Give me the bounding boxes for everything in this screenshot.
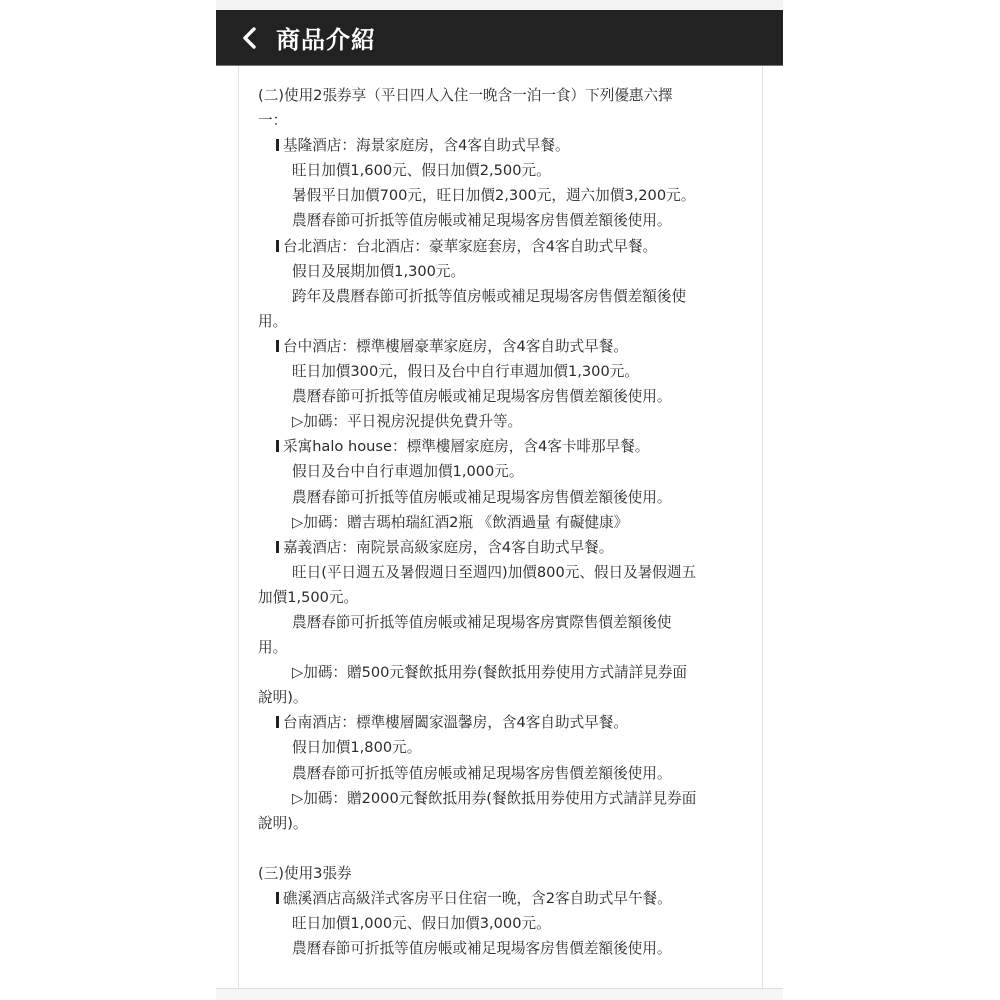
hotel-detail: 暑假平日加價700元，旺日加價2,300元，週六加價3,200元。 — [292, 187, 696, 205]
bullet-icon — [276, 892, 279, 904]
hotel-detail: 旺日加價1,000元、假日加價3,000元。 — [292, 915, 551, 933]
bullet-icon — [276, 541, 279, 553]
top-status-strip — [216, 0, 783, 10]
section-heading-cont: 一： — [258, 112, 288, 130]
hotel-detail: 農曆春節可折抵等值房帳或補足現場客房售價差額後使用。 — [292, 764, 672, 782]
hotel-bonus: ▷加碼：贈500元餐飲抵用券(餐飲抵用券使用方式請詳見券面 — [292, 664, 688, 682]
hotel-detail: 旺日加價1,600元、假日加價2,500元。 — [292, 162, 551, 180]
hotel-bonus-cont: 說明)。 — [258, 689, 308, 707]
hotel-item: 台北酒店：台北酒店：豪華家庭套房，含4客自助式早餐。 — [258, 234, 748, 259]
bullet-icon — [276, 440, 279, 452]
hotel-item: 台中酒店：標準樓層豪華家庭房，含4客自助式早餐。 — [258, 334, 748, 359]
hotel-item: 采寓halo house：標準樓層家庭房，含4客卡啡那早餐。 — [258, 434, 748, 459]
bullet-icon — [276, 340, 279, 352]
hotel-bonus-cont: 說明)。 — [258, 814, 308, 832]
hotel-bonus: ▷加碼：平日視房況提供免費升等。 — [292, 413, 523, 431]
back-button[interactable] — [238, 27, 260, 49]
spacer — [258, 836, 748, 861]
bullet-icon — [276, 240, 279, 252]
hotel-item: 台南酒店：標準樓層闔家溫馨房，含4客自助式早餐。 — [258, 710, 748, 735]
hotel-bonus: ▷加碼：贈2000元餐飲抵用券(餐飲抵用券使用方式請詳見券面 — [292, 789, 697, 807]
hotel-item: 嘉義酒店：南院景高級家庭房，含4客自助式早餐。 — [258, 535, 748, 560]
hotel-detail-cont: 加價1,500元。 — [258, 588, 359, 606]
section-heading: (二)使用2張券享（平日四人入住一晚含一泊一食）下列優惠六擇 — [258, 87, 673, 104]
bullet-icon — [276, 139, 279, 151]
hotel-detail: 農曆春節可折抵等值房帳或補足現場客房售價差額後使用。 — [292, 212, 672, 230]
chevron-left-icon — [241, 27, 257, 49]
hotel-detail: 旺日(平日週五及暑假週日至週四)加價800元、假日及暑假週五 — [292, 563, 697, 581]
hotel-detail: 旺日加價300元，假日及台中自行車週加價1,300元。 — [292, 363, 639, 381]
page-title: 商品介紹 — [276, 26, 376, 54]
hotel-detail: 農曆春節可折抵等值房帳或補足現場客房售價差額後使用。 — [292, 388, 672, 406]
hotel-detail: 農曆春節可折抵等值房帳或補足現場客房售價差額後使用。 — [292, 940, 672, 958]
hotel-detail: 農曆春節可折抵等值房帳或補足現場客房實際售價差額後使 — [292, 613, 672, 631]
hotel-item: 基隆酒店：海景家庭房，含4客自助式早餐。 — [258, 133, 748, 158]
bottom-strip — [216, 989, 783, 1000]
bullet-icon — [276, 716, 279, 728]
product-description — [258, 83, 748, 961]
hotel-bonus: ▷加碼：贈吉瑪柏瑞紅酒2瓶 《飲酒過量 有礙健康》 — [292, 513, 629, 531]
hotel-detail: 農曆春節可折抵等值房帳或補足現場客房售價差額後使用。 — [292, 488, 672, 506]
hotel-detail: 假日及台中自行車週加價1,000元。 — [292, 463, 524, 481]
hotel-detail-cont: 用。 — [258, 312, 288, 330]
hotel-item: 礁溪酒店高級洋式客房平日住宿一晚，含2客自助式早午餐。 — [258, 886, 748, 911]
hotel-detail: 假日加價1,800元。 — [292, 739, 422, 757]
hotel-detail: 假日及展期加價1,300元。 — [292, 262, 466, 280]
hotel-detail: 跨年及農曆春節可折抵等值房帳或補足現場客房售價差額後使 — [292, 287, 687, 305]
section-heading: (三)使用3張券 — [258, 864, 352, 882]
hotel-detail-cont: 用。 — [258, 639, 288, 657]
app-header — [216, 10, 783, 66]
